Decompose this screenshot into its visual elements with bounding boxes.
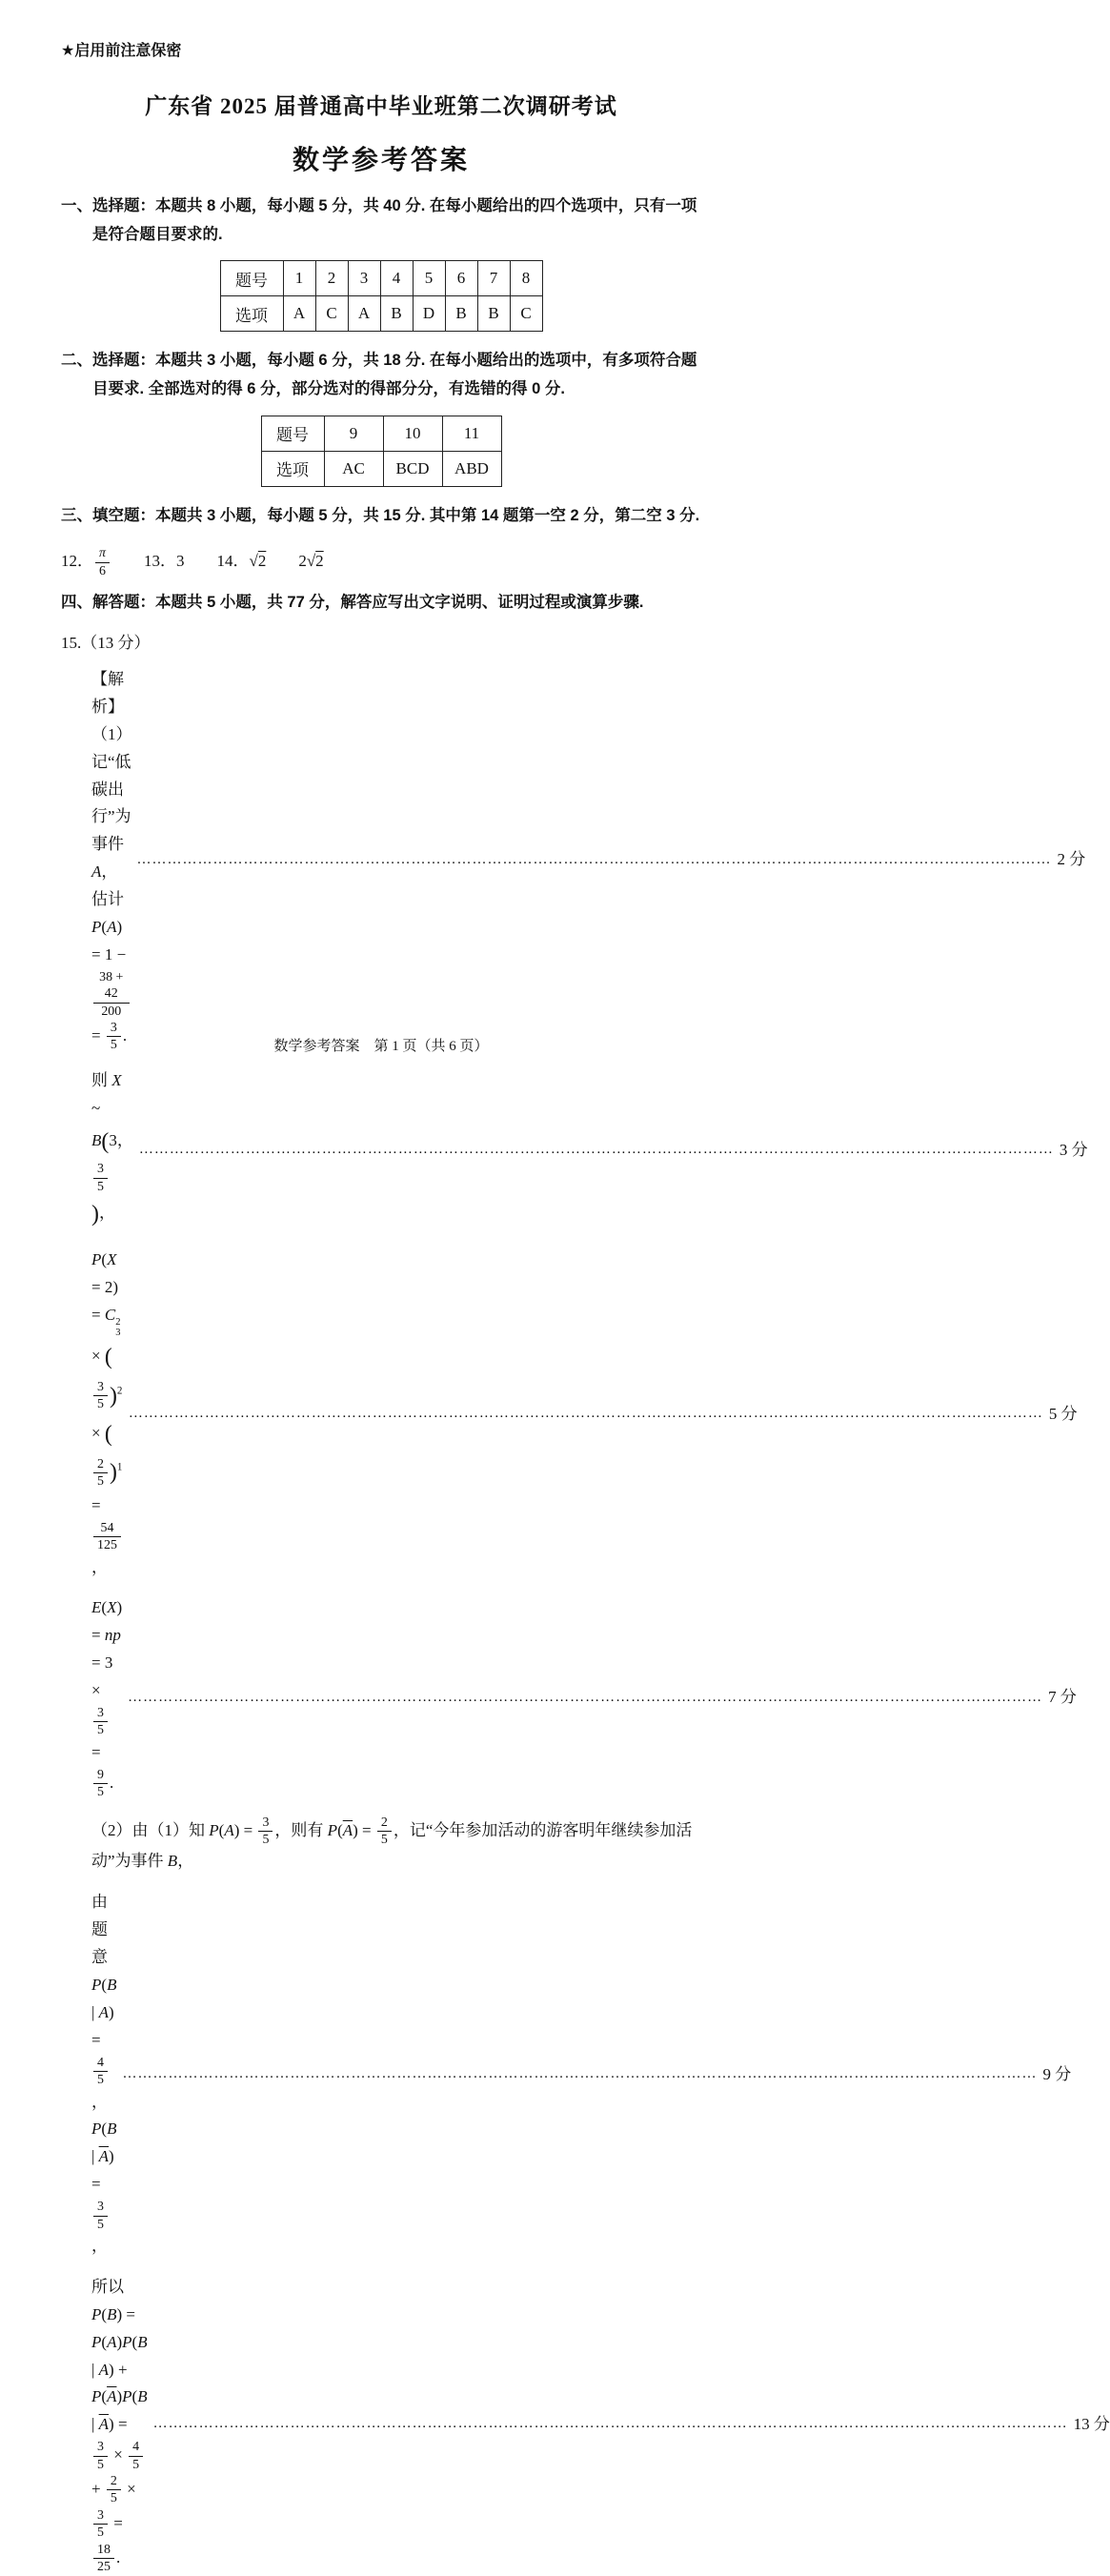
solution-text: 则 X ~ B(3， $\frac{3}{5}$ )， [91,1070,133,1227]
answer-cell: B [445,296,477,332]
solution-text: P(X = 2) = C 2 3 × ( $\frac{3}{5}$ )$^2$ × ( $\frac{2}{5}$ )$^1$ = $\frac{54}{125}$ ， [91,1250,123,1576]
solution-line [91,1889,1072,2260]
answer-key-title: 数学参考答案 [292,146,470,175]
leader-dots: ……………………………………………………………………………………………………………………………………………………………… [152,2416,1068,2432]
score-label: 13 分 [1073,2414,1110,2433]
solution-line [91,1594,1077,1800]
page-footer: 数学参考答案 第 1 页（共 6 页） [273,1039,489,1054]
table-row-label: 题号 [261,416,324,451]
solution-text: 所以 P(B) = P(A)P(B | $A) + P(\overline{A})P(B$ | $\overline{A}$) = $\frac{3}{5}$ × $\frac{4}{5}$ + $\frac{2}{5}$ × $\frac{3}{5}$ = $\frac{18}{25}$ . [91,2277,148,2575]
leader-dots: ……………………………………………………………………………………………………………………………………………………………… [138,1142,1054,1158]
solution-line [91,1815,701,1876]
section-four-intro: 四、解答题：本题共 5 小题，共 77 分，解答应写出文字说明、证明过程或演算步骤. [61,594,644,612]
leader-dots: ……………………………………………………………………………………………………………………………………………………………… [128,1406,1043,1422]
answer-cell: A [283,296,315,332]
question-number-cell: 6 [445,261,477,296]
answer-cell: C [315,296,348,332]
question-number-cell: 9 [324,416,383,451]
single-choice-answer-table [220,260,543,332]
solution-text: （2）由（1）知 P(A) = $\frac{3}{5}$ ，则有 $P(\overline{A})$ = $\frac{2}{5}$ ，记“今年参加活动的游客明年继续参加活动”为事件 B， [91,1815,693,1871]
question-number-cell: 4 [380,261,413,296]
exam-title: 广东省 2025 届普通高中毕业班第二次调研考试 [145,94,617,118]
section-two-intro: 二、选择题：本题共 3 小题，每小题 6 分，共 18 分. 在每小题给出的选项中，有多项符合题目要求. 全部选对的得 6 分，部分选对的得部分分，有选错的得 0 分. [61,352,697,398]
question-number-cell: 7 [477,261,510,296]
leader-dots: ……………………………………………………………………………………………………………………………………………………………… [122,2066,1038,2082]
question-number-cell: 11 [442,416,501,451]
solution-text: E(X) = np = 3 × $\frac{3}{5}$ = $\frac{9}{5}$ . [91,1598,123,1800]
solution-line [91,1247,1078,1581]
question-number-cell: 10 [383,416,442,451]
section-three-intro: 三、填空题：本题共 3 小题，每小题 5 分，共 15 分. 其中第 14 题第一空 2 分，第二空 3 分. [61,506,700,524]
solution-block [91,666,1110,2576]
multi-choice-answer-table [261,416,502,487]
solution-text: 【解析】（1）记“低碳出行”为事件 A，估计 P(A) = 1 − $\frac{38 + 42}{200}$ = $\frac{3}{5}$ . [91,669,131,1053]
secrecy-note: ★启用前注意保密 [61,43,182,59]
leader-dots: ……………………………………………………………………………………………………………………………………………………………… [128,1689,1043,1705]
question-number-cell: 3 [348,261,380,296]
answer-cell: B [477,296,510,332]
solution-line [91,1067,1088,1234]
answer-cell: C [510,296,542,332]
answer-cell: ABD [442,451,501,486]
score-label: 9 分 [1042,2064,1072,2083]
section-one-intro: 一、选择题：本题共 8 小题，每小题 5 分，共 40 分. 在每小题给出的四个选项中，只有一项是符合题目要求的. [61,197,697,243]
solution-text: 由题意 P(B | A) = $\frac{4}{5}$ ，P(B | $\overline{A}$) = $\frac{3}{5}$ ， [91,1893,117,2255]
solution-line [91,2274,1110,2576]
answer-cell: AC [324,451,383,486]
score-label: 5 分 [1048,1404,1078,1423]
answer-cell: B [380,296,413,332]
question-number-cell: 2 [315,261,348,296]
question-number-cell: 5 [413,261,445,296]
score-label: 3 分 [1059,1140,1088,1159]
score-label: 2 分 [1057,849,1086,868]
score-label: 7 分 [1048,1688,1077,1707]
question-number-cell: 8 [510,261,542,296]
question-15-label: 15.（13 分） [61,633,151,652]
answer-cell: D [413,296,445,332]
leader-dots: ……………………………………………………………………………………………………………………………………………………………… [136,851,1052,867]
solution-line [91,666,1086,1054]
answer-cell: A [348,296,380,332]
answer-cell: BCD [383,451,442,486]
table-row-label: 题号 [220,261,283,296]
question-number-cell: 1 [283,261,315,296]
fill-in-answers: 12． $\frac{\pi}{6}$ 13．3 14．√2 2√2 [61,546,324,578]
table-row-label: 选项 [261,451,324,486]
table-row-label: 选项 [220,296,283,332]
